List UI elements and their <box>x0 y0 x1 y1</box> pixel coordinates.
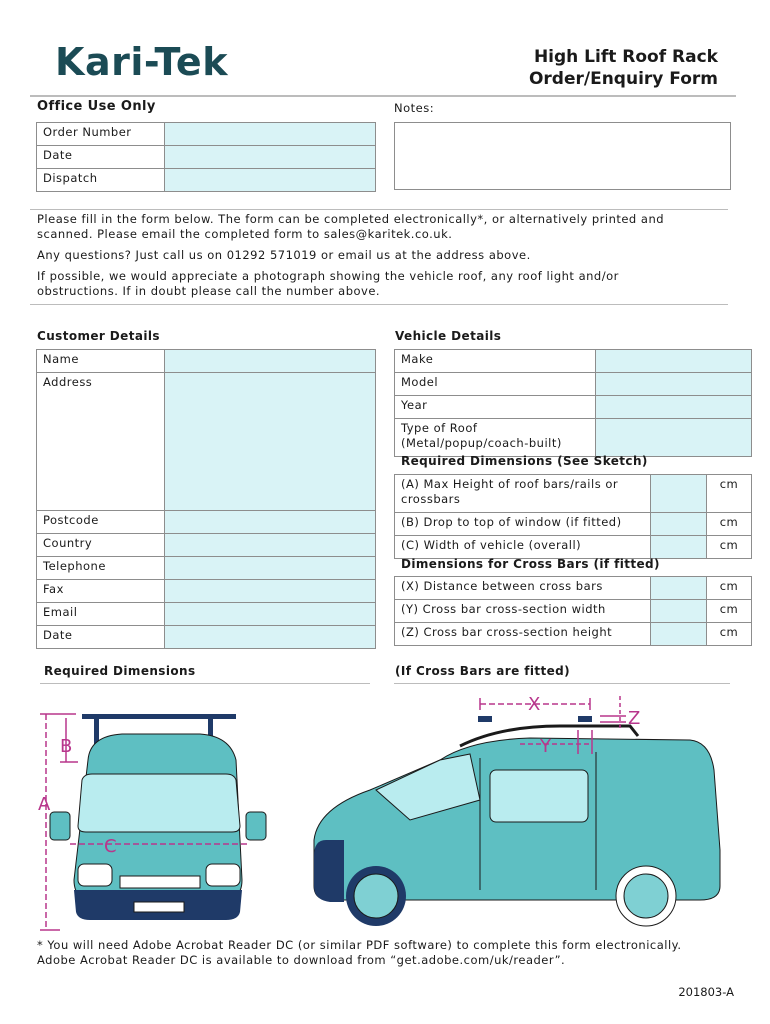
side-front-bumper <box>314 840 344 902</box>
side-cross-bar-front <box>478 716 492 722</box>
front-mirror-left <box>50 812 70 840</box>
name-field[interactable] <box>165 350 376 373</box>
dimension-y-label: (Y) Cross bar cross-section width <box>395 600 651 623</box>
form-title-line1: High Lift Roof Rack <box>533 47 718 67</box>
sketch-left-heading: Required Dimensions <box>44 664 196 678</box>
vehicle-details-heading: Vehicle Details <box>395 329 502 343</box>
order-number-field[interactable] <box>165 123 376 146</box>
country-field[interactable] <box>165 534 376 557</box>
dimension-y-field[interactable] <box>651 600 707 623</box>
postcode-label: Postcode <box>37 511 165 534</box>
dimension-y-unit: cm <box>707 600 752 623</box>
customer-details-heading: Customer Details <box>37 329 160 343</box>
vehicle-details-table <box>394 349 752 457</box>
intro-paragraph-1: Please fill in the form below. The form can be completed electronically*, or alternatively printed and scanned. Please email the completed form to sales@karitek.co.uk. <box>37 212 665 241</box>
cross-bars-heading: Dimensions for Cross Bars (if fitted) <box>401 557 660 571</box>
dimension-x-label: (X) Distance between cross bars <box>395 577 651 600</box>
dimension-a-unit: cm <box>707 475 752 513</box>
front-grille <box>120 876 200 888</box>
sketch-left-divider <box>40 683 370 684</box>
side-wheel-front <box>354 874 398 918</box>
model-field[interactable] <box>596 373 752 396</box>
form-title-line2: Order/Enquiry Form <box>528 69 718 89</box>
side-wheel-rear <box>624 874 668 918</box>
company-logo: Kari-Tek <box>55 40 228 84</box>
email-label: Email <box>37 603 165 626</box>
dimension-b-label: (B) Drop to top of window (if fitted) <box>395 513 651 536</box>
label-b: B <box>60 736 73 757</box>
dimension-a-label: (A) Max Height of roof bars/rails or crossbars <box>395 475 651 513</box>
front-mirror-right <box>246 812 266 840</box>
front-number-plate <box>134 902 184 912</box>
notes-field[interactable] <box>394 122 731 190</box>
form-title <box>529 46 718 90</box>
footnote-line-1: * You will need Adobe Acrobat Reader DC (or similar PDF software) to complete this form electronically. <box>37 938 682 952</box>
intro-bottom-divider <box>30 304 728 305</box>
dispatch-label: Dispatch <box>37 169 165 192</box>
year-label: Year <box>395 396 596 419</box>
footnote-line-2: Adobe Acrobat Reader DC is available to download from “get.adobe.com/uk/reader”. <box>37 953 566 967</box>
order-number-label: Order Number <box>37 123 165 146</box>
name-label: Name <box>37 350 165 373</box>
footnote <box>37 938 737 968</box>
model-label: Model <box>395 373 596 396</box>
van-side-sketch <box>300 690 730 940</box>
notes-label: Notes: <box>394 101 435 115</box>
make-label: Make <box>395 350 596 373</box>
label-x: X <box>528 694 541 715</box>
address-field[interactable] <box>165 373 376 511</box>
office-use-heading: Office Use Only <box>37 99 156 114</box>
office-use-table <box>36 122 376 192</box>
make-field[interactable] <box>596 350 752 373</box>
header-divider <box>30 95 736 97</box>
label-y: Y <box>540 736 551 757</box>
fax-field[interactable] <box>165 580 376 603</box>
required-dimensions-table <box>394 474 752 559</box>
customer-date-field[interactable] <box>165 626 376 649</box>
customer-details-table <box>36 349 376 649</box>
dimension-c-label: (C) Width of vehicle (overall) <box>395 536 651 559</box>
label-c: C <box>104 836 117 857</box>
telephone-field[interactable] <box>165 557 376 580</box>
side-rear-window <box>490 770 588 822</box>
dispatch-field[interactable] <box>165 169 376 192</box>
customer-date-label: Date <box>37 626 165 649</box>
dimension-a-field[interactable] <box>651 475 707 513</box>
roof-type-field[interactable] <box>596 419 752 457</box>
cross-bars-table <box>394 576 752 646</box>
fax-label: Fax <box>37 580 165 603</box>
email-field[interactable] <box>165 603 376 626</box>
front-headlight-left <box>78 864 112 886</box>
dimension-b-field[interactable] <box>651 513 707 536</box>
intro-top-divider <box>30 209 728 210</box>
intro-paragraph-3: If possible, we would appreciate a photograph showing the vehicle roof, any roof light and/or obstructions. If in doubt please call the number above. <box>37 269 619 298</box>
dimension-z-label: (Z) Cross bar cross-section height <box>395 623 651 646</box>
roof-type-label: Type of Roof (Metal/popup/coach-built) <box>395 419 596 457</box>
address-label: Address <box>37 373 165 511</box>
office-date-field[interactable] <box>165 146 376 169</box>
van-front-sketch <box>30 700 280 940</box>
postcode-field[interactable] <box>165 511 376 534</box>
year-field[interactable] <box>596 396 752 419</box>
office-date-label: Date <box>37 146 165 169</box>
label-z: Z <box>628 708 641 729</box>
dimension-c-unit: cm <box>707 536 752 559</box>
dimension-c-field[interactable] <box>651 536 707 559</box>
label-a: A <box>38 794 51 815</box>
dimension-z-unit: cm <box>707 623 752 646</box>
dimension-z-field[interactable] <box>651 623 707 646</box>
form-code: 201803-A <box>678 985 734 999</box>
side-cross-bar-rear <box>578 716 592 722</box>
front-windscreen <box>78 774 240 832</box>
sketch-right-divider <box>394 683 730 684</box>
dimension-x-field[interactable] <box>651 577 707 600</box>
intro-paragraph-2: Any questions? Just call us on 01292 571019 or email us at the address above. <box>37 248 531 262</box>
sketch-right-heading: (If Cross Bars are fitted) <box>395 664 571 678</box>
telephone-label: Telephone <box>37 557 165 580</box>
country-label: Country <box>37 534 165 557</box>
required-dimensions-heading: Required Dimensions (See Sketch) <box>401 454 648 468</box>
front-headlight-right <box>206 864 240 886</box>
dimension-b-unit: cm <box>707 513 752 536</box>
dimension-x-unit: cm <box>707 577 752 600</box>
intro-text <box>37 212 702 305</box>
